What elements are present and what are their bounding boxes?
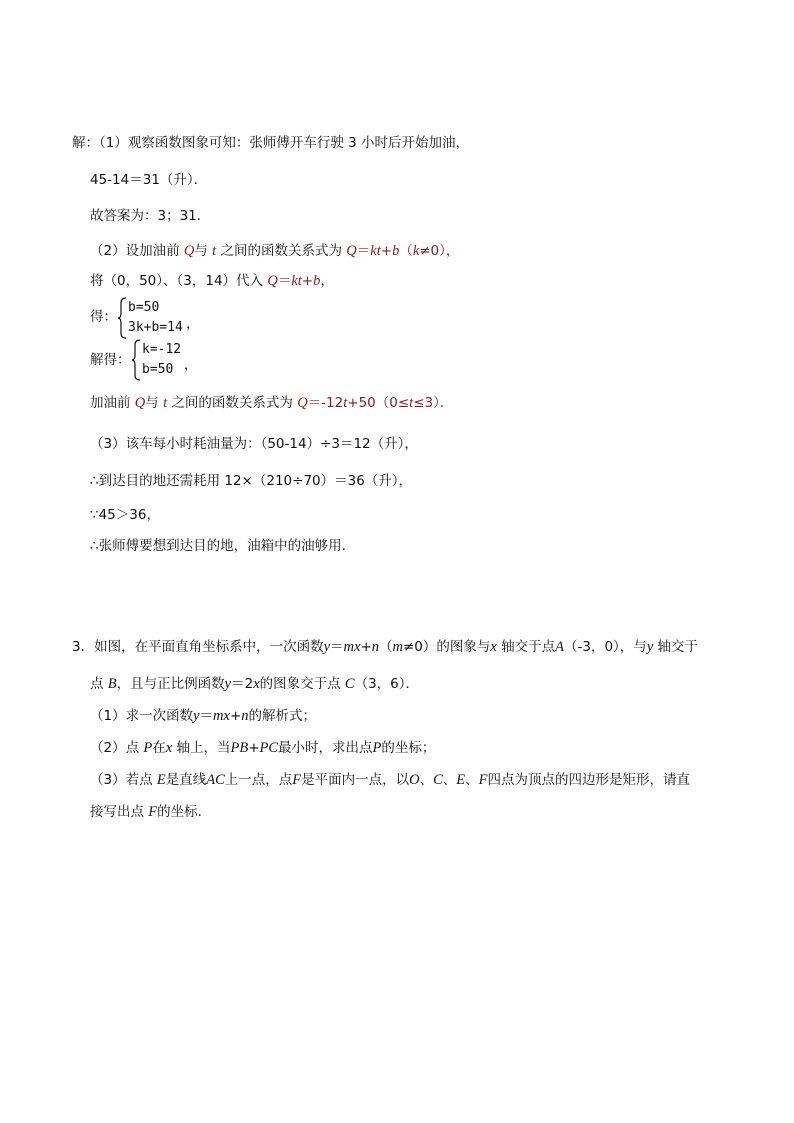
solution-line-11: ∵45＞36， [90,507,160,523]
solution-line-10: ∴到达目的地还需耗用 12×（210÷70）＝36（升）， [90,473,413,489]
solution-line-9: （3）该车每小时耗油量为：（50-14）÷3＝12（升）， [90,436,418,452]
system-2-end: ， [184,357,198,373]
problem-3-line-1: 3．如图，在平面直角坐标系中，一次函数y＝mx+n（m≠0）的图象与x 轴交于点A（-3，0），与y 轴交于 [72,639,699,655]
solution-line-5: 将（0，50）、（3，14）代入 Q＝kt+b， [90,273,334,289]
problem-3-question-3: （3）若点 E是直线AC上一点，点F是平面内一点，以O、C、E、F四点为顶点的四边形是矩形，请直 [90,772,691,788]
system-1-label: 得： [90,309,117,325]
solution-line-8: 加油前 Q与 t 之间的函数关系式为 Q＝-12t+50（0≤t≤3）． [90,395,454,411]
problem-3-question-1: （1）求一次函数y＝mx+n的解析式； [90,708,317,724]
problem-3-question-3-cont: 接写出点 F的坐标． [90,804,212,820]
problem-3-line-2: 点 B，且与正比例函数y＝2x的图象交于点 C（3，6）． [90,676,420,692]
solution-line-2: 45-14＝31（升）． [90,172,208,188]
system-1-end: ， [186,316,200,332]
solution-line-1: 解：（1）观察函数图象可知：张师傅开车行驶 3 小时后开始加油， [72,135,470,151]
solution-line-12: ∴张师傅要想到达目的地，油箱中的油够用． [90,538,356,554]
left-brace-icon [131,339,141,381]
solution-line-3: 故答案为：3；31． [90,208,211,224]
solution-line-4: （2）设加油前 Q与 t 之间的函数关系式为 Q＝kt+b（k≠0）， [90,243,460,259]
system-2-row-2: b=50 [142,362,174,377]
problem-3-question-2: （2）点 P在x 轴上，当PB+PC最小时，求出点P的坐标； [90,740,436,756]
system-1-row-2: 3k+b=14 [128,320,183,335]
system-1-row-1: b=50 [128,300,160,315]
left-brace-icon [117,297,127,339]
system-2-label: 解得： [90,352,131,368]
system-2-row-1: k=-12 [142,342,182,357]
